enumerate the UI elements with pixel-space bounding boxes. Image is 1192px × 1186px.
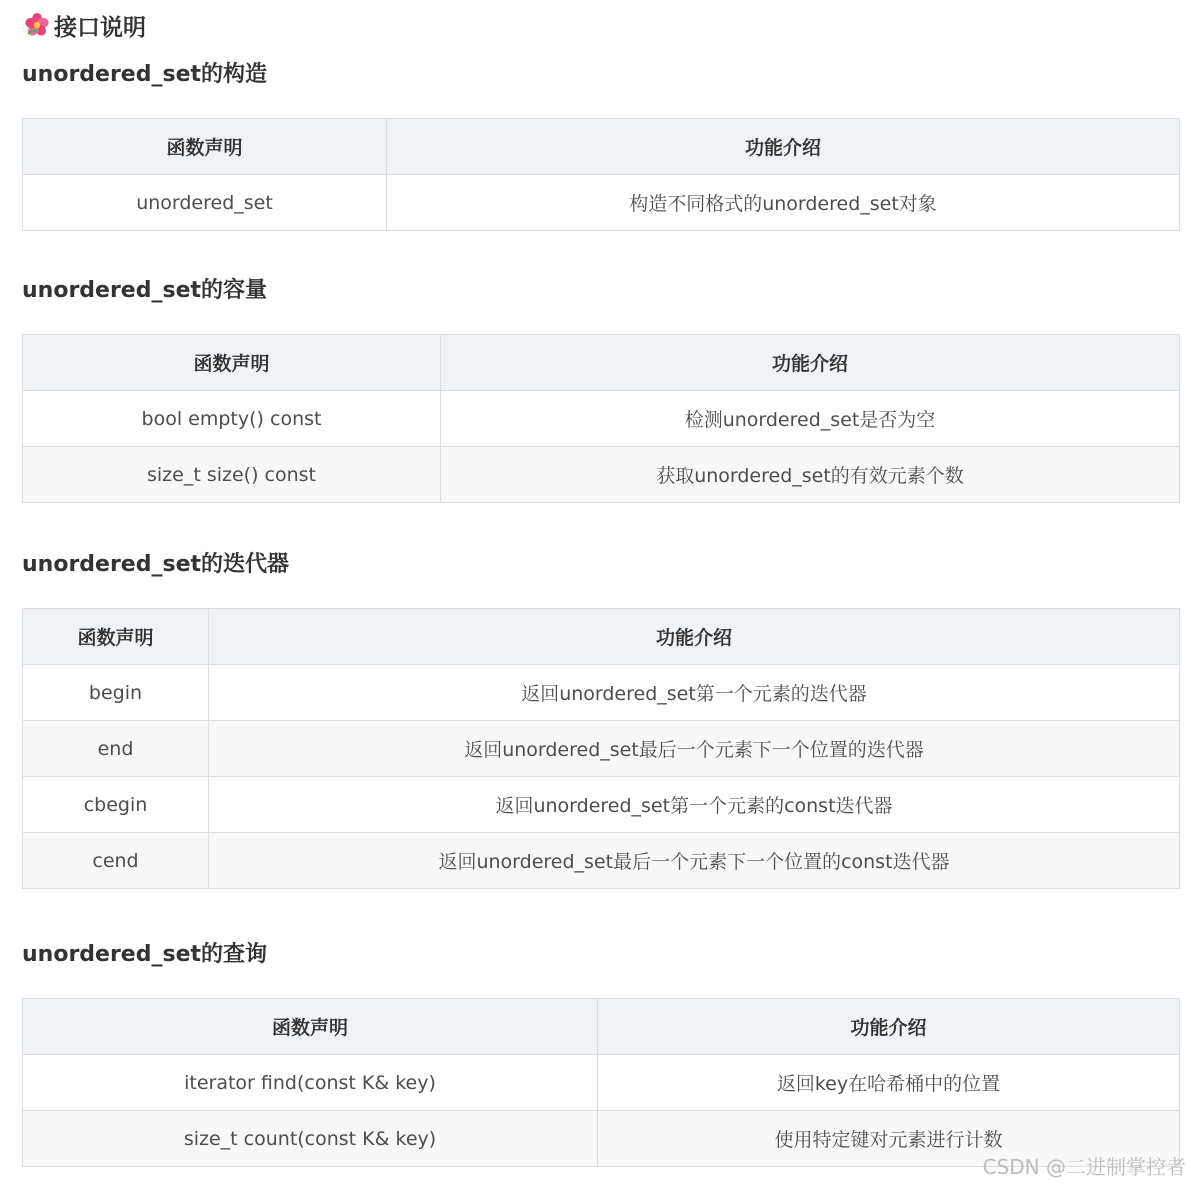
capacity-table bbox=[22, 334, 1180, 503]
column-header-func: 函数声明 bbox=[23, 609, 209, 665]
desc-cell: 获取unordered_set的有效元素个数 bbox=[441, 447, 1180, 503]
func-cell: size_t count(const K& key) bbox=[23, 1111, 598, 1167]
desc-cell: 返回unordered_set最后一个元素下一个位置的const迭代器 bbox=[209, 833, 1180, 889]
table-row bbox=[23, 721, 1180, 777]
desc-cell: 返回unordered_set第一个元素的迭代器 bbox=[209, 665, 1180, 721]
column-header-func: 函数声明 bbox=[23, 119, 387, 175]
section-title-capacity: unordered_set的容量 bbox=[22, 278, 268, 303]
section-title-iterators: unordered_set的迭代器 bbox=[22, 552, 290, 577]
table-row bbox=[23, 1055, 1180, 1111]
iterators-table bbox=[22, 608, 1180, 889]
table-header-row bbox=[23, 119, 1180, 175]
section-title-construct: unordered_set的构造 bbox=[22, 62, 268, 87]
table-row bbox=[23, 777, 1180, 833]
column-header-desc: 功能介绍 bbox=[387, 119, 1180, 175]
watermark: CSDN @二进制掌控者 bbox=[982, 1155, 1186, 1179]
desc-cell: 返回key在哈希桶中的位置 bbox=[598, 1055, 1180, 1111]
table-header-row bbox=[23, 609, 1180, 665]
func-cell: size_t size() const bbox=[23, 447, 441, 503]
table-row bbox=[23, 447, 1180, 503]
column-header-desc: 功能介绍 bbox=[441, 335, 1180, 391]
desc-cell: 检测unordered_set是否为空 bbox=[441, 391, 1180, 447]
column-header-desc: 功能介绍 bbox=[209, 609, 1180, 665]
construct-table bbox=[22, 118, 1180, 231]
column-header-desc: 功能介绍 bbox=[598, 999, 1180, 1055]
column-header-func: 函数声明 bbox=[23, 335, 441, 391]
table-row bbox=[23, 175, 1180, 231]
flower-icon bbox=[24, 12, 50, 38]
table-header-row bbox=[23, 999, 1180, 1055]
desc-cell: 使用特定键对元素进行计数 bbox=[598, 1111, 1180, 1167]
func-cell: unordered_set bbox=[23, 175, 387, 231]
table-row bbox=[23, 391, 1180, 447]
func-cell: iterator find(const K& key) bbox=[23, 1055, 598, 1111]
table-row bbox=[23, 833, 1180, 889]
func-cell: bool empty() const bbox=[23, 391, 441, 447]
table-header-row bbox=[23, 335, 1180, 391]
page-title: 接口说明 bbox=[54, 14, 146, 41]
func-cell: cbegin bbox=[23, 777, 209, 833]
table-row bbox=[23, 665, 1180, 721]
func-cell: cend bbox=[23, 833, 209, 889]
func-cell: end bbox=[23, 721, 209, 777]
page-heading bbox=[24, 8, 146, 42]
desc-cell: 返回unordered_set最后一个元素下一个位置的迭代器 bbox=[209, 721, 1180, 777]
desc-cell: 构造不同格式的unordered_set对象 bbox=[387, 175, 1180, 231]
section-title-lookup: unordered_set的查询 bbox=[22, 942, 268, 967]
lookup-table bbox=[22, 998, 1180, 1167]
column-header-func: 函数声明 bbox=[23, 999, 598, 1055]
desc-cell: 返回unordered_set第一个元素的const迭代器 bbox=[209, 777, 1180, 833]
func-cell: begin bbox=[23, 665, 209, 721]
